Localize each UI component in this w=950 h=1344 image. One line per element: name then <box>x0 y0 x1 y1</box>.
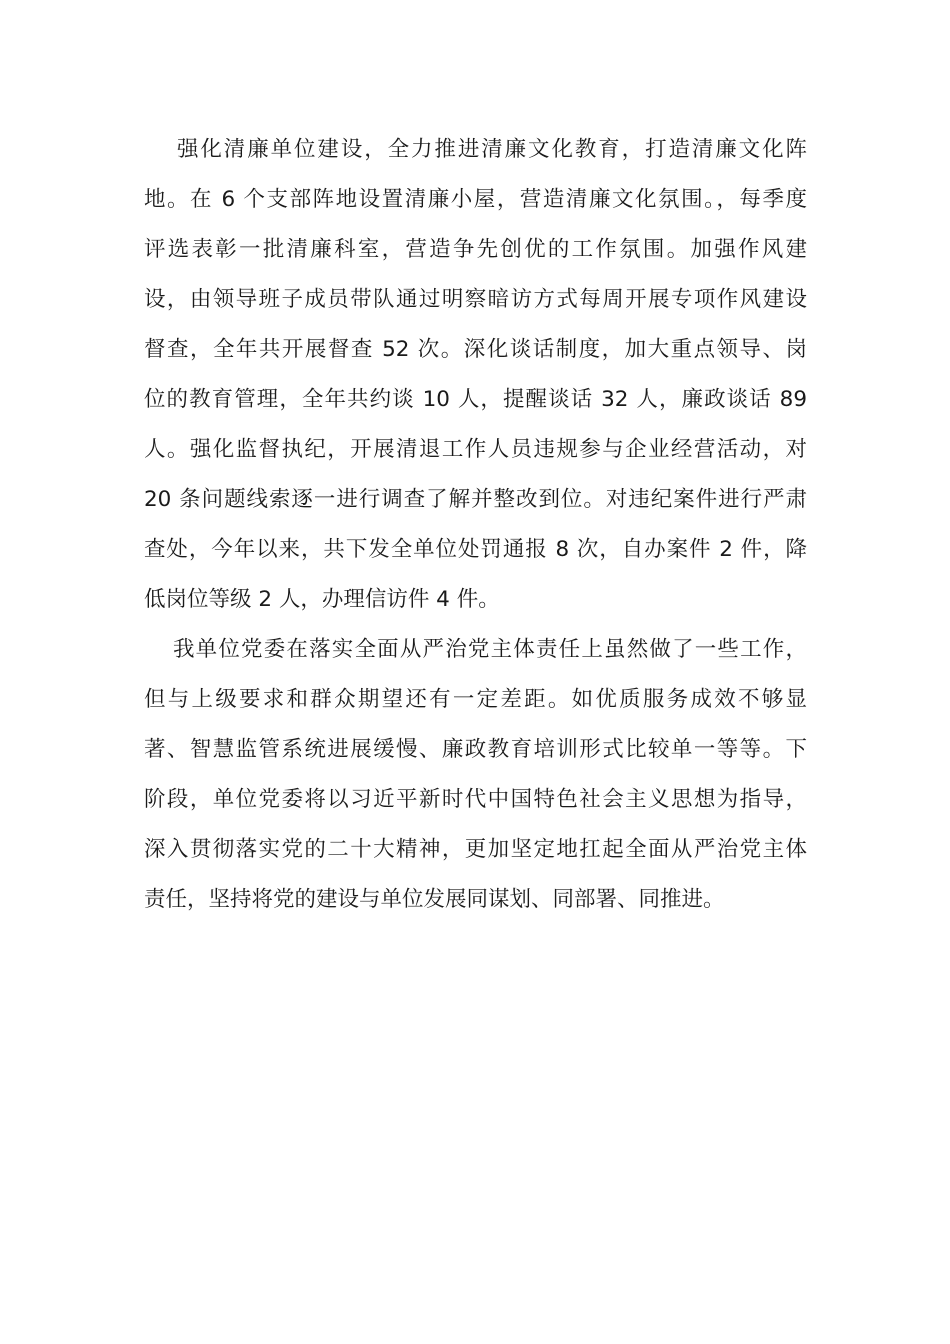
paragraph-line: 地。在 6 个支部阵地设置清廉小屋，营造清廉文化氛围。，每季度 <box>144 187 807 212</box>
paragraph-line: 深入贯彻落实党的二十大精神，更加坚定地扛起全面从严治党主体 <box>144 837 807 862</box>
paragraph-line: 强化清廉单位建设，全力推进清廉文化教育，打造清廉文化阵 <box>177 137 807 162</box>
paragraph-line: 设，由领导班子成员带队通过明察暗访方式每周开展专项作风建设 <box>144 287 807 312</box>
paragraph-line: 评选表彰一批清廉科室，营造争先创优的工作氛围。加强作风建 <box>144 237 807 262</box>
paragraph-line: 人。强化监督执纪，开展清退工作人员违规参与企业经营活动，对 <box>144 437 807 462</box>
document-body <box>144 125 807 925</box>
paragraph-line: 位的教育管理，全年共约谈 10 人，提醒谈话 32 人，廉政谈话 89 <box>144 387 807 412</box>
paragraph-line: 查处，今年以来，共下发全单位处罚通报 8 次，自办案件 2 件，降 <box>144 537 807 562</box>
paragraph-1 <box>144 125 807 625</box>
paragraph-2 <box>144 625 807 925</box>
paragraph-line: 但与上级要求和群众期望还有一定差距。如优质服务成效不够显 <box>144 687 807 712</box>
paragraph-line: 20 条问题线索逐一进行调查了解并整改到位。对违纪案件进行严肃 <box>144 487 807 512</box>
paragraph-line: 低岗位等级 2 人，办理信访件 4 件。 <box>144 587 500 612</box>
paragraph-line: 阶段，单位党委将以习近平新时代中国特色社会主义思想为指导， <box>144 787 807 812</box>
paragraph-line: 我单位党委在落实全面从严治党主体责任上虽然做了一些工作， <box>173 637 807 662</box>
paragraph-line: 著、智慧监管系统进展缓慢、廉政教育培训形式比较单一等等。下 <box>144 737 807 762</box>
paragraph-line: 督查，全年共开展督查 52 次。深化谈话制度，加大重点领导、岗 <box>144 337 807 362</box>
paragraph-line: 责任，坚持将党的建设与单位发展同谋划、同部署、同推进。 <box>144 887 725 912</box>
